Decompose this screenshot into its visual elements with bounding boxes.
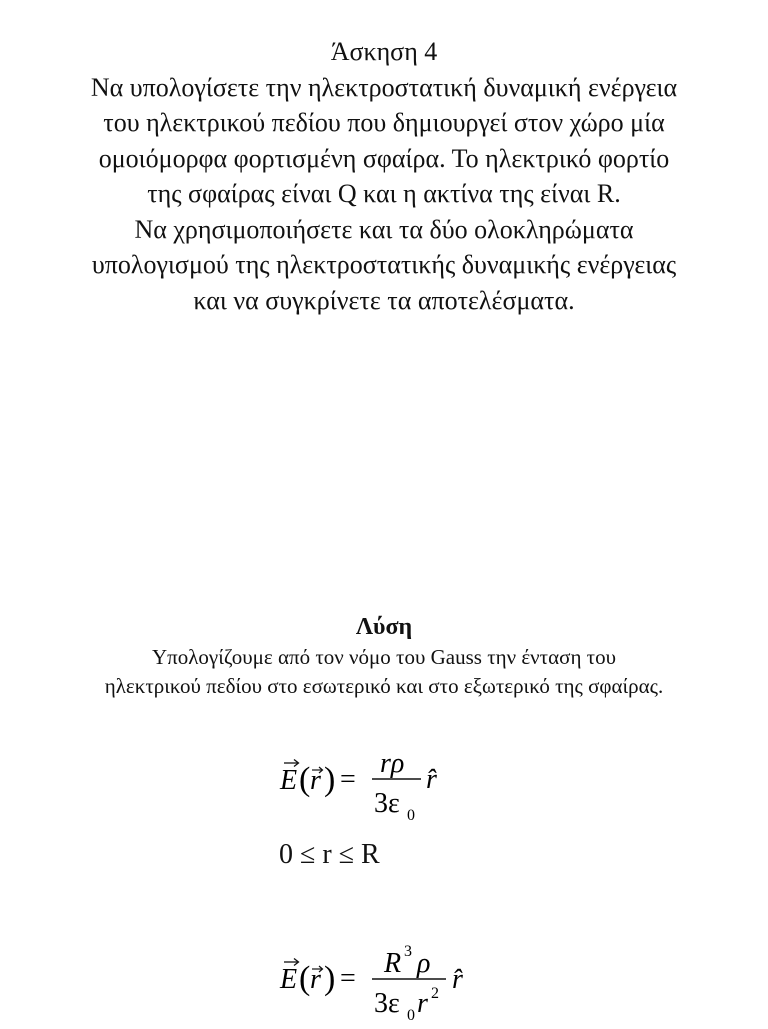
exercise-line: υπολογισμού της ηλεκτροστατικής δυναμικής ενέργειας xyxy=(91,250,677,279)
equals-sign: = xyxy=(340,764,356,795)
solution-title: Λύση xyxy=(355,614,413,640)
open-paren: ( xyxy=(299,761,311,798)
exercise-block xyxy=(0,34,768,318)
fraction-numerator: rρ xyxy=(380,748,405,779)
exercise-line: Να χρησιμοποιήσετε και τα δύο ολοκληρώματα xyxy=(134,214,634,244)
open-paren: ( xyxy=(299,960,311,997)
solution-line: ηλεκτρικού πεδίου στο εσωτερικό και στο εξωτερικό της σφαίρας. xyxy=(104,673,664,698)
exercise-line: Να υπολογίσετε την ηλεκτροστατική δυναμική ενέργεια xyxy=(90,72,678,102)
equals-sign: = xyxy=(340,963,356,994)
formula-outside-svg xyxy=(276,938,496,1024)
denominator-exponent: 2 xyxy=(431,985,439,1002)
range-text: 0 ≤ r ≤ R xyxy=(279,839,380,870)
solution-block xyxy=(0,611,768,700)
exercise-line: της σφαίρας είναι Q και η ακτίνα της είναι R. xyxy=(147,179,621,208)
unit-vector: r̂ xyxy=(426,764,437,795)
solution-line: Υπολογίζουμε από τον νόμο του Gauss την ένταση του xyxy=(151,645,617,669)
numerator-exponent: 3 xyxy=(404,943,412,960)
field-symbol: E xyxy=(280,765,298,796)
formula-inside xyxy=(276,742,476,837)
field-symbol: E xyxy=(280,964,298,995)
unit-vector: r̂ xyxy=(452,964,463,995)
close-paren: ) xyxy=(324,960,336,997)
formula-range xyxy=(279,838,380,872)
formula-inside-svg xyxy=(276,742,476,832)
position-vector: r xyxy=(310,765,321,796)
exercise-title: Άσκηση 4 xyxy=(330,37,438,66)
fraction-denominator: 3ε xyxy=(374,788,400,819)
exercise-line: ομοιόμορφα φορτισμένη σφαίρα. Το ηλεκτρικό φορτίο xyxy=(98,143,670,173)
fraction-denominator: 3ε xyxy=(374,988,400,1019)
epsilon-subscript: 0 xyxy=(407,1007,415,1024)
exercise-line: και να συγκρίνετε τα αποτελέσματα. xyxy=(193,285,575,315)
numerator-rho: ρ xyxy=(417,948,431,979)
numerator-base: R xyxy=(384,948,402,979)
position-vector: r xyxy=(310,964,321,995)
formula-outside xyxy=(276,938,496,1029)
exercise-line: του ηλεκτρικού πεδίου που δημιουργεί στον χώρο μία xyxy=(103,108,665,137)
epsilon-subscript: 0 xyxy=(407,807,415,824)
close-paren: ) xyxy=(324,761,336,798)
denominator-r: r xyxy=(417,988,428,1019)
